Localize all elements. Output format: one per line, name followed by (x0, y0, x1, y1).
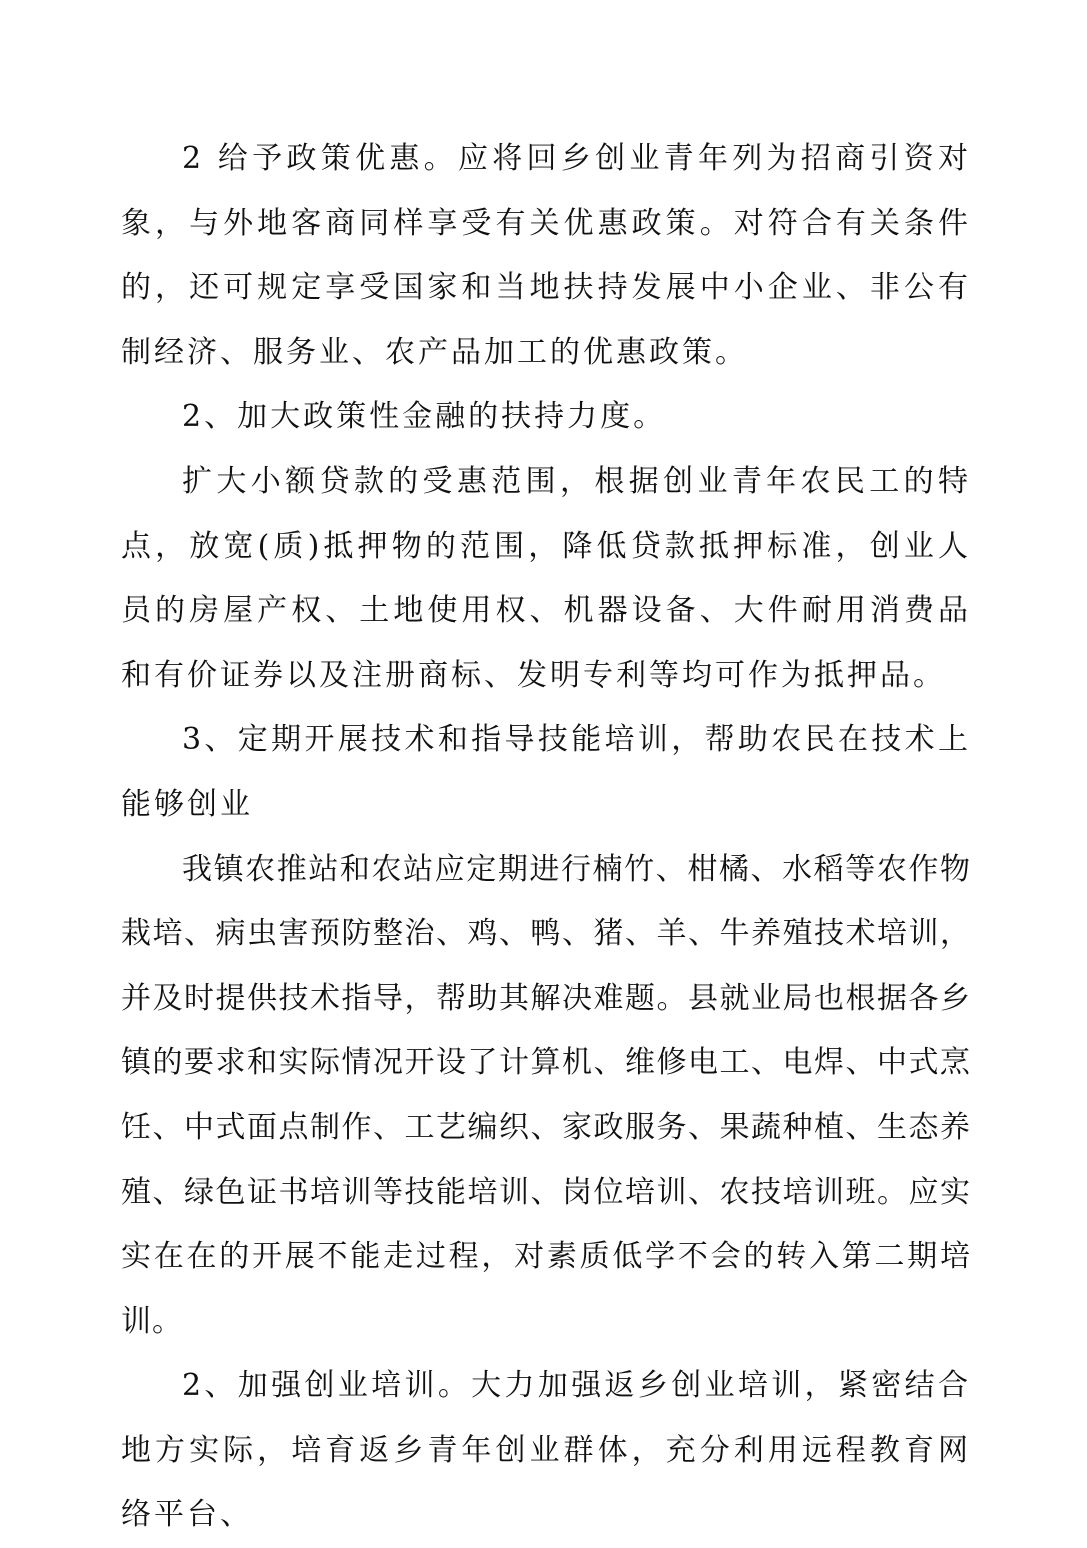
paragraph-technical-training-heading: 3、定期开展技术和指导技能培训，帮助农民在技术上能够创业 (121, 722, 971, 822)
document-body (121, 127, 971, 1548)
paragraph-financial-support-heading: 2、加大政策性金融的扶持力度。 (182, 399, 667, 435)
paragraph-small-loans: 扩大小额贷款的受惠范围，根据创业青年农民工的特点，放宽(质)抵押物的范围，降低贷款抵押标准，创业人员的房屋产权、土地使用权、机器设备、大件耐用消费品和有价证券以及注册商标、发明专利等均可作为抵押品。 (121, 463, 971, 693)
paragraph-policy-preference: 2 给予政策优惠。应将回乡创业青年列为招商引资对象，与外地客商同样享受有关优惠政策。对符合有关条件的，还可规定享受国家和当地扶持发展中小企业、非公有制经济、服务业、农产品加工的优惠政策。 (121, 141, 971, 370)
paragraph-training-details: 我镇农推站和农站应定期进行楠竹、柑橘、水稻等农作物栽培、病虫害预防整治、鸡、鸭、猪、羊、牛养殖技术培训，并及时提供技术指导，帮助其解决难题。县就业局也根据各乡镇的要求和实际情况开设了计算机、维修电工、电焊、中式烹饪、中式面点制作、工艺编织、家政服务、果蔬种植、生态养殖、绿色证书培训等技能培训、岗位培训、农技培训班。应实实在在的开展不能走过程，对素质低学不会的转入第二期培训。 (121, 851, 971, 1339)
paragraph-entrepreneurship-training: 2、加强创业培训。大力加强返乡创业培训，紧密结合地方实际，培育返乡青年创业群体，充分利用远程教育网络平台、 (121, 1368, 971, 1533)
